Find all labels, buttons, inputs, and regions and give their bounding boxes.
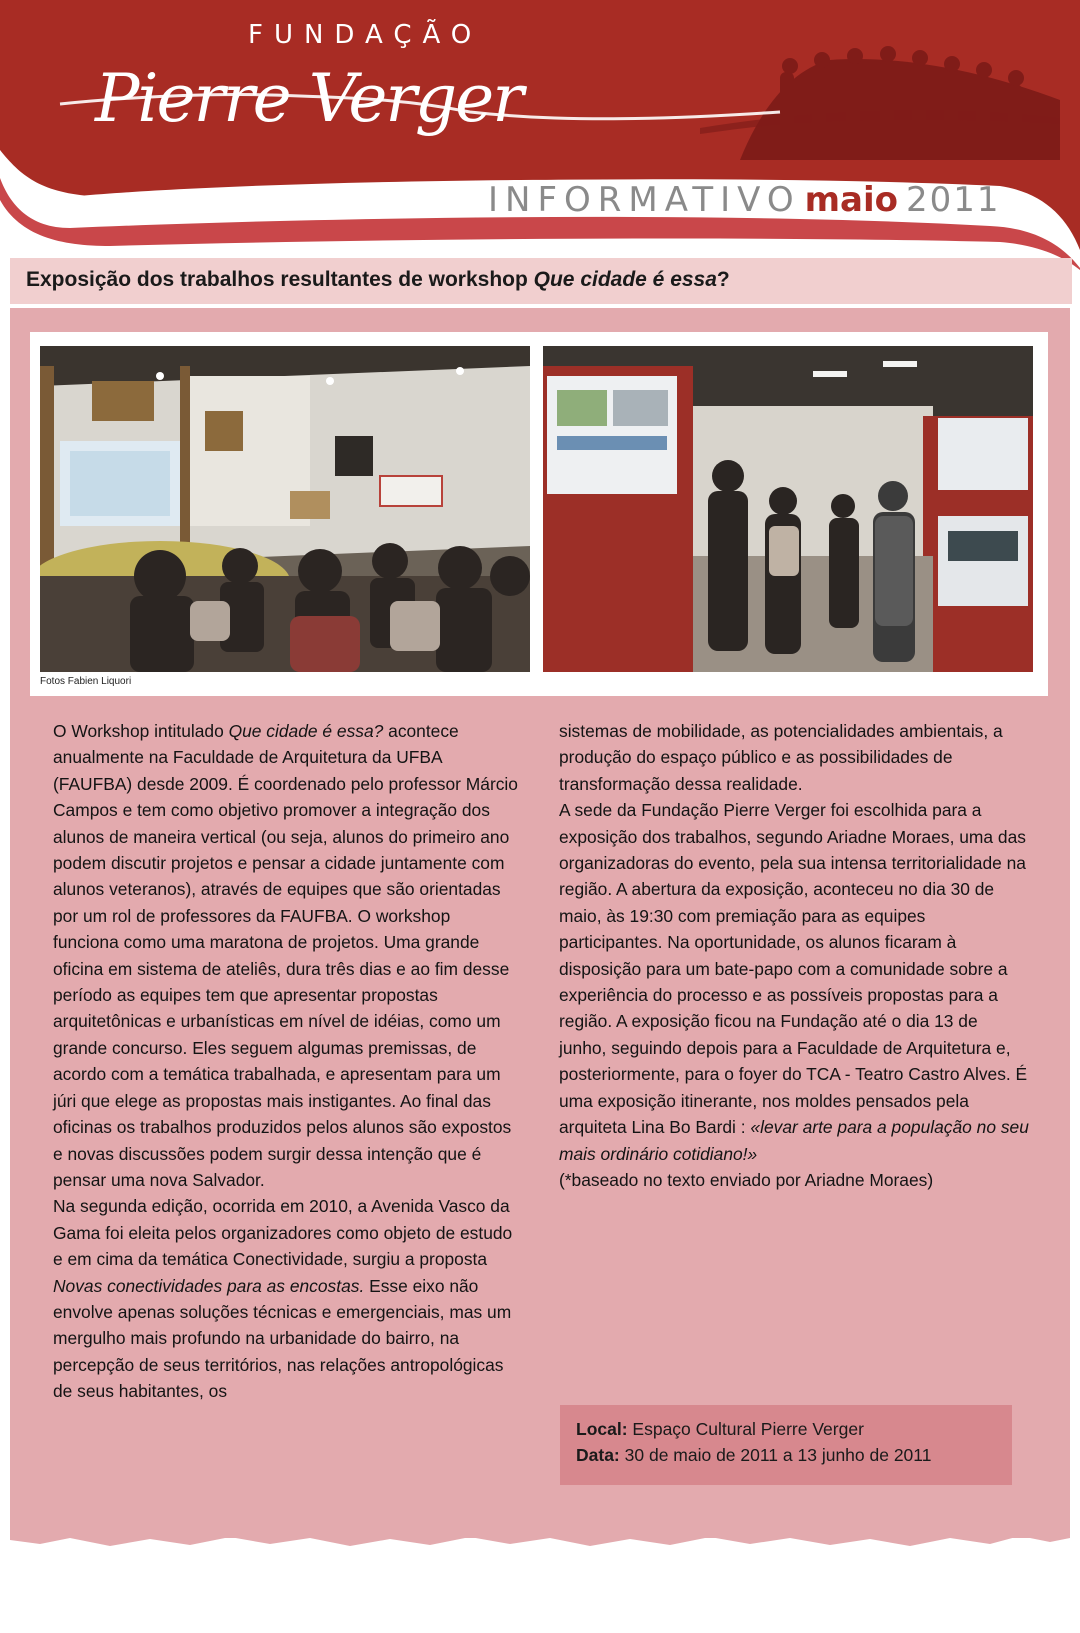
- article-body-left: [53, 718, 518, 1405]
- article-title: [26, 268, 730, 292]
- article-title-band: [10, 258, 1072, 304]
- issue-month: maio: [804, 180, 898, 220]
- paragraph-source-note: (*baseado no texto enviado por Ariadne Moraes): [559, 1169, 934, 1190]
- photo-workshop-audience: [40, 346, 530, 672]
- paragraph-second-edition: Na segunda edição, ocorrida em 2010, a Avenida Vasco da Gama foi eleita pelos organizadores como objeto de estudo e em cima da temática Conectividade, surgiu a proposta Novas conectividades para as encostas. Esse eixo não envolve apenas soluções técnicas e emergenciais, mas um mergulho mais profundo na urbanidade do bairro, na percepção de seus territórios, nas relações antropológicas de seus habitantes, os: [53, 1196, 513, 1402]
- event-location: Local: Espaço Cultural Pierre Verger: [576, 1419, 864, 1439]
- newsletter-header: [0, 0, 1080, 270]
- photo-frame: [30, 332, 1048, 696]
- event-dates: Data: 30 de maio de 2011 a 13 junho de 2011: [576, 1445, 932, 1465]
- informativo-label: INFORMATIVO: [488, 180, 801, 220]
- paragraph-continuation: sistemas de mobilidade, as potencialidades ambientais, a produção do espaço público e as possibilidades de transformação dessa realidade.: [559, 721, 1003, 794]
- issue-title: [488, 180, 1001, 220]
- photo-exhibition-visitors: [543, 346, 1033, 672]
- article-title-emphasis: Que cidade é essa: [533, 268, 717, 291]
- panel-torn-edge: [0, 1520, 1080, 1560]
- photo-credit: Fotos Fabien Liquori: [40, 676, 132, 687]
- event-info-box: [560, 1405, 1012, 1485]
- paragraph-exhibition: A sede da Fundação Pierre Verger foi escolhida para a exposição dos trabalhos, segundo Ariadne Moraes, uma das organizadoras do evento, pela sua intensa territorialidade na região. A abertura da exposição, aconteceu no dia 30 de maio, às 19:30 com premiação para as equipes participantes. Na oportunidade, os alunos ficaram à disposição para um bate-papo com a comunidade sobre a experiência do processo e as possíveis propostas para a região. A exposição ficou na Fundação até o dia 13 de junho, seguindo depois para a Faculdade de Arquitetura e, posteriormente, para o foyer do TCA - Teatro Castro Alves. É uma exposição itinerante, nos moldes pensados pela arquiteta Lina Bo Bardi : «levar arte para a população no seu mais ordinário cotidiano!»: [559, 800, 1029, 1164]
- issue-year: 2011: [905, 180, 1001, 220]
- article-title-suffix: ?: [716, 268, 730, 291]
- paragraph-workshop-intro: O Workshop intitulado Que cidade é essa? acontece anualmente na Faculdade de Arquitetura da UFBA (FAUFBA) desde 2009. É coordenado pelo professor Márcio Campos e tem como objetivo promover a integração dos alunos de maneira vertical (ou seja, alunos do primeiro ano podem discutir projetos e pensar a cidade juntamente com alunos veteranos), através de equipes que são orientadas por um rol de professores da FAUFBA. O workshop funciona como uma maratona de projetos. Uma grande oficina em sistema de ateliês, dura três dias e ao fim desse período as equipes tem que apresentar propostas arquitetônicas e urbanísticas em nível de idéias, como um grande concurso. Eles seguem algumas premissas, de acordo com a temática trabalhada, e apresentam para um júri que elege as propostas mais instigantes. Ao final das oficinas os trabalhos produzidos pelos alunos são expostos e novas discussões podem surgir dessa intenção que é pensar uma nova Salvador.: [53, 721, 518, 1190]
- article-body-right: [559, 718, 1029, 1193]
- article-title-text: Exposição dos trabalhos resultantes de workshop: [26, 268, 534, 291]
- pierre-verger-logo: Pierre Verger: [95, 60, 522, 137]
- fundacao-wordmark: FUNDAÇÃO: [248, 20, 483, 50]
